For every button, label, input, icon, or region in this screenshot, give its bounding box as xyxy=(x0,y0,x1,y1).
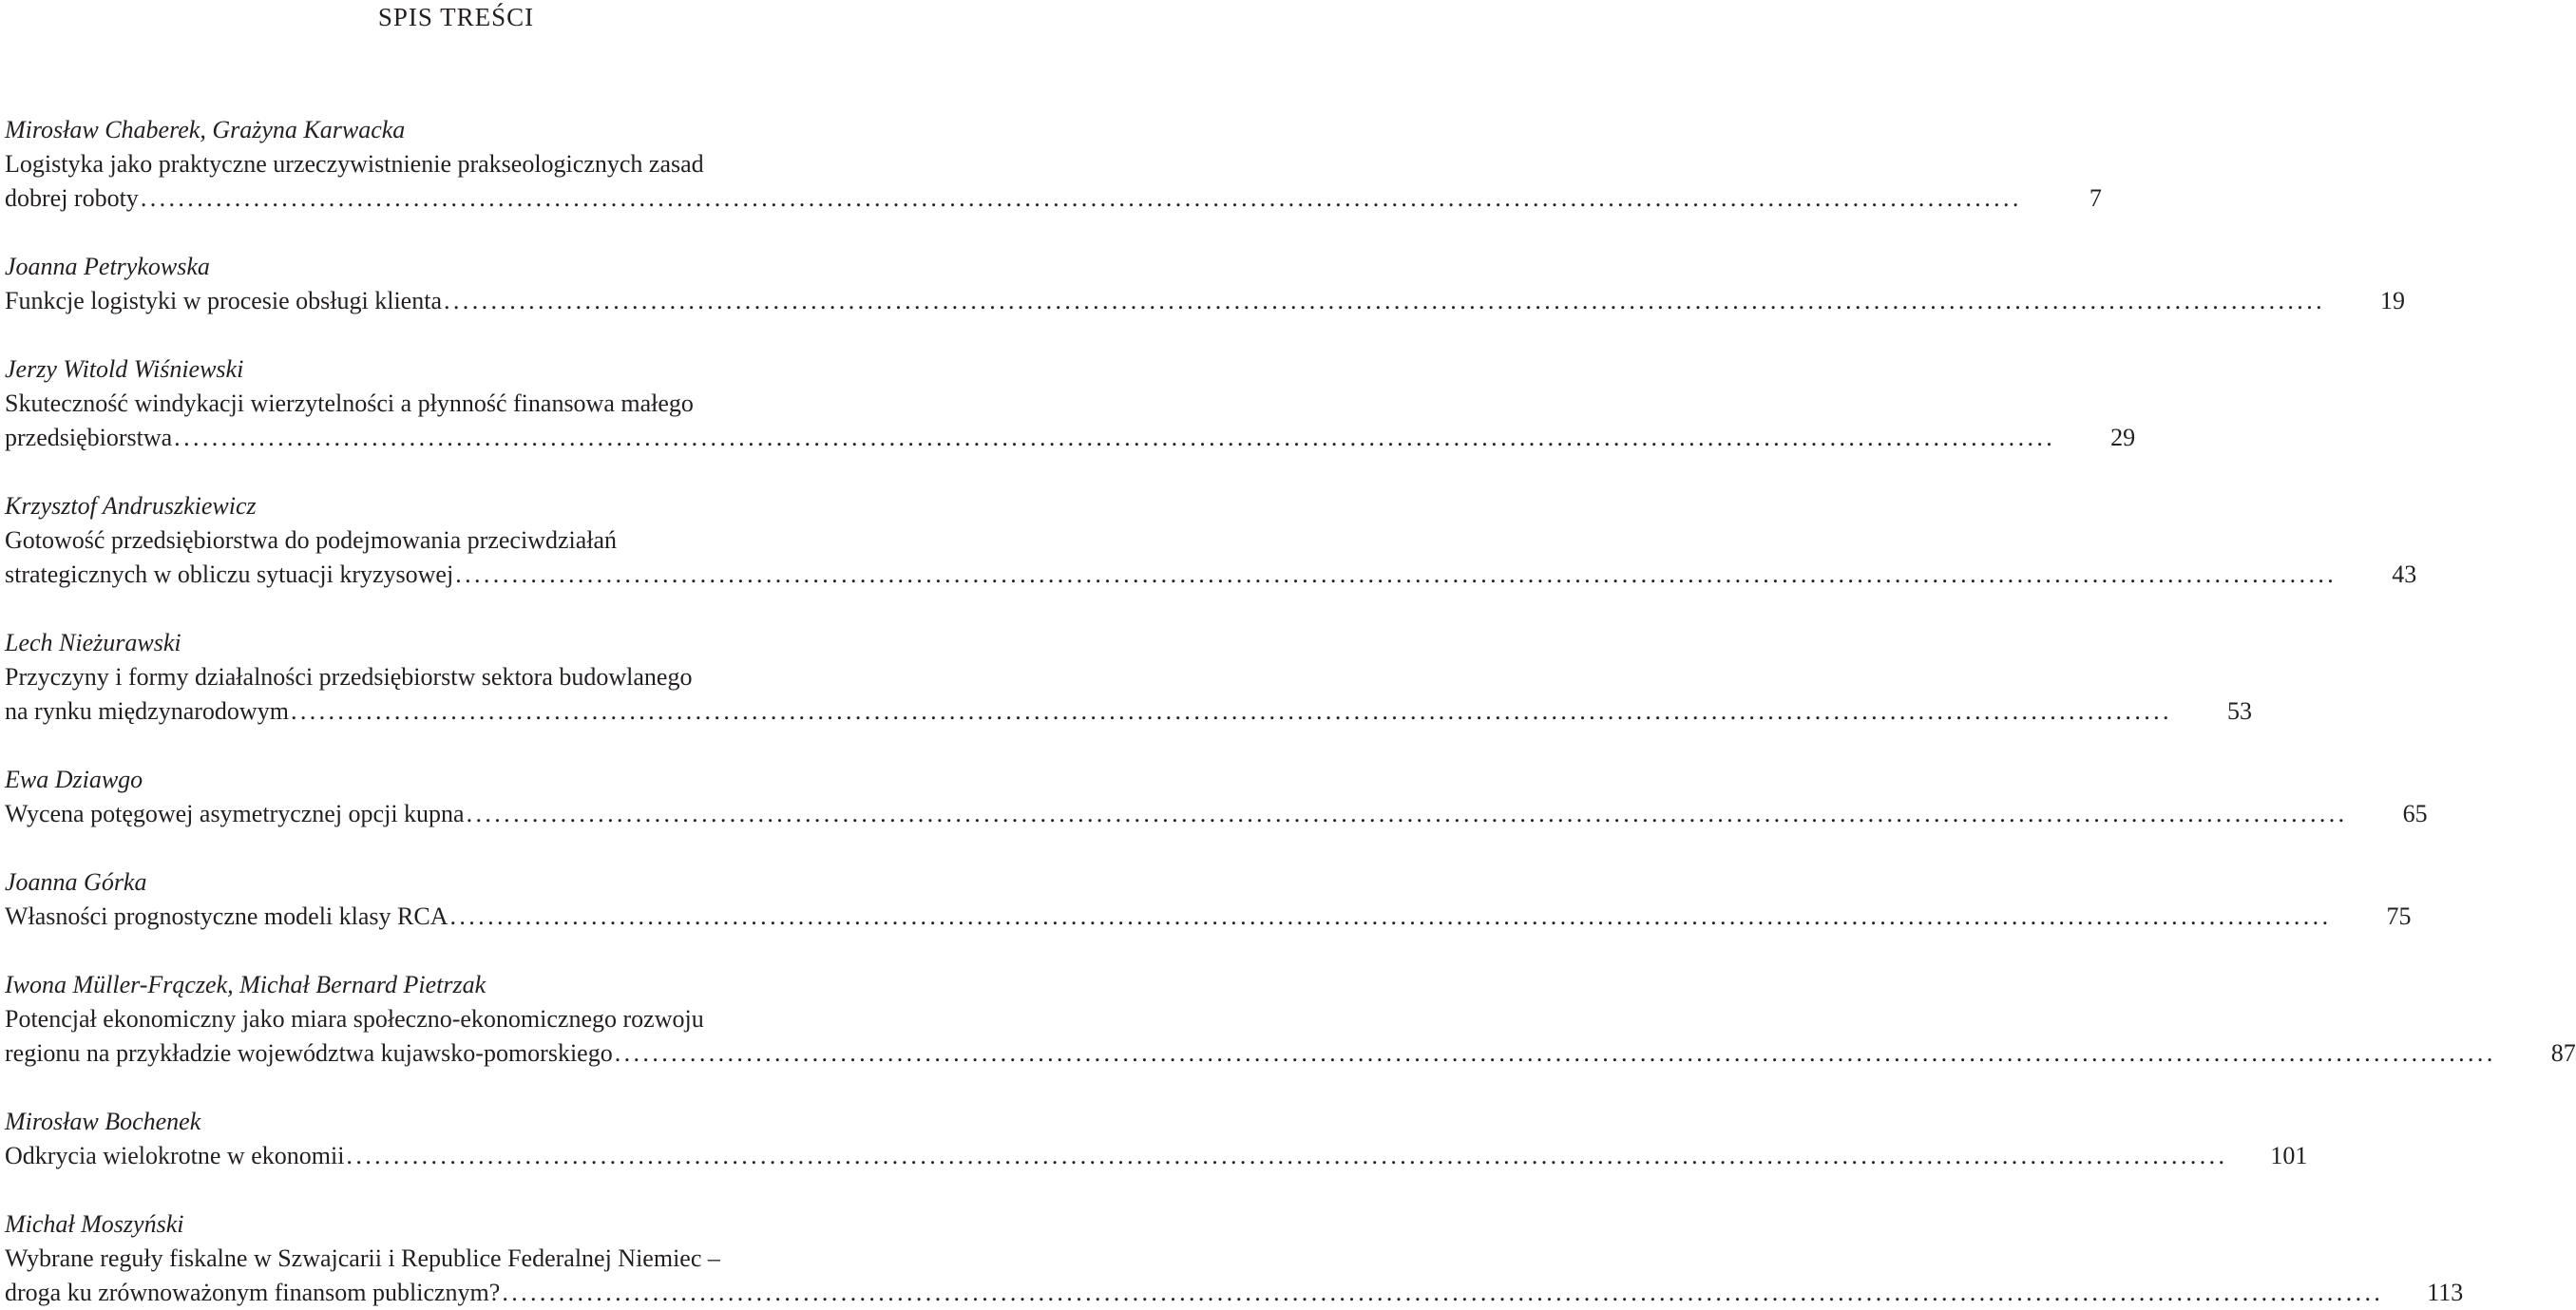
entry-title-line: Skuteczność windykacji wierzytelności a płynność finansowa małego xyxy=(5,389,694,417)
entry-author: Krzysztof Andruszkiewicz xyxy=(5,492,257,520)
toc-entry[interactable] xyxy=(5,865,2412,934)
entry-final-line xyxy=(5,284,2405,318)
toc-entry[interactable] xyxy=(5,113,2102,216)
entry-final-line xyxy=(5,181,2102,216)
page-number: 29 xyxy=(2110,424,2136,451)
entry-author: Michał Moszyński xyxy=(5,1210,184,1238)
entry-author: Jerzy Witold Wiśniewski xyxy=(5,355,244,383)
page-number: 7 xyxy=(2089,184,2102,212)
leader-dots: ........................................................................................................................................................................................................ xyxy=(444,287,2325,314)
entry-final-line xyxy=(5,1036,2576,1071)
entry-author: Iwona Müller-Frączek, Michał Bernard Pietrzak xyxy=(5,971,487,998)
entry-author: Ewa Dziawgo xyxy=(5,766,143,793)
entry-author: Joanna Petrykowska xyxy=(5,253,210,280)
entry-author: Lech Nieżurawski xyxy=(5,629,181,656)
page-title: SPIS TREŚCI xyxy=(377,3,535,31)
leader-dots: ........................................................................................................................................................................................................ xyxy=(502,1279,2384,1306)
toc-entry[interactable] xyxy=(5,763,2428,831)
leader-dots: ........................................................................................................................................................................................................ xyxy=(140,184,2022,212)
entry-title-line: droga ku zrównoważonym finansom publicznym? xyxy=(5,1279,501,1306)
entry-author: Mirosław Bochenek xyxy=(5,1108,201,1135)
toc-entry[interactable] xyxy=(5,489,2417,592)
toc-entry[interactable] xyxy=(5,1105,2308,1173)
entry-title-line: dobrej roboty xyxy=(5,184,139,212)
entry-final-line xyxy=(5,1276,2464,1310)
page-number: 101 xyxy=(2270,1142,2308,1169)
page-number: 113 xyxy=(2427,1279,2464,1306)
entry-final-line xyxy=(5,900,2412,934)
leader-dots: ........................................................................................................................................................................................................ xyxy=(614,1039,2496,1067)
leader-dots: ........................................................................................................................................................................................................ xyxy=(346,1142,2228,1169)
entry-title-line: Wycena potęgowej asymetrycznej opcji kupna xyxy=(5,800,465,827)
entry-final-line xyxy=(5,421,2136,455)
entry-final-line xyxy=(5,1139,2308,1173)
entry-author: Mirosław Chaberek, Grażyna Karwacka xyxy=(5,116,406,143)
entry-title-line: Wybrane reguły fiskalne w Szwajcarii i Republice Federalnej Niemiec – xyxy=(5,1244,720,1272)
leader-dots: ........................................................................................................................................................................................................ xyxy=(466,800,2348,827)
page-number: 19 xyxy=(2380,287,2405,314)
entry-title-line: Własności prognostyczne modeli klasy RCA xyxy=(5,902,448,930)
entry-final-line xyxy=(5,558,2417,592)
leader-dots: ........................................................................................................................................................................................................ xyxy=(449,902,2332,930)
entry-author: Joanna Górka xyxy=(5,868,147,896)
entry-title-line: przedsiębiorstwa xyxy=(5,424,173,451)
leader-dots: ........................................................................................................................................................................................................ xyxy=(455,560,2337,588)
leader-dots: ........................................................................................................................................................................................................ xyxy=(174,424,2056,451)
page-number: 65 xyxy=(2402,800,2428,827)
entry-final-line xyxy=(5,694,2252,729)
entry-title-line: regionu na przykładzie województwa kujawsko-pomorskiego xyxy=(5,1039,613,1067)
page-number: 43 xyxy=(2392,560,2417,588)
page-number: 75 xyxy=(2386,902,2412,930)
entry-title-line: Przyczyny i formy działalności przedsiębiorstw sektora budowlanego xyxy=(5,663,693,691)
entry-title-line: Potencjał ekonomiczny jako miara społeczno-ekonomicznego rozwoju xyxy=(5,1005,704,1033)
entry-final-line xyxy=(5,797,2428,831)
toc-entry[interactable] xyxy=(5,250,2405,318)
page-number: 53 xyxy=(2226,697,2252,725)
toc-entry[interactable] xyxy=(5,626,2252,729)
entry-title-line: Gotowość przedsiębiorstwa do podejmowania przeciwdziałań xyxy=(5,526,618,554)
entry-title-line: Odkrycia wielokrotne w ekonomii xyxy=(5,1142,345,1169)
entry-title-line: Funkcje logistyki w procesie obsługi klienta xyxy=(5,287,442,314)
page-number: 87 xyxy=(2550,1039,2576,1067)
toc-entry[interactable] xyxy=(5,352,2136,455)
entry-title-line: strategicznych w obliczu sytuacji kryzysowej xyxy=(5,560,454,588)
toc-entry[interactable] xyxy=(5,1207,2464,1310)
leader-dots: ........................................................................................................................................................................................................ xyxy=(290,697,2172,725)
entry-title-line: na rynku międzynarodowym xyxy=(5,697,289,725)
toc-entry[interactable] xyxy=(5,968,2576,1071)
entry-title-line: Logistyka jako praktyczne urzeczywistnienie prakseologicznych zasad xyxy=(5,150,704,178)
